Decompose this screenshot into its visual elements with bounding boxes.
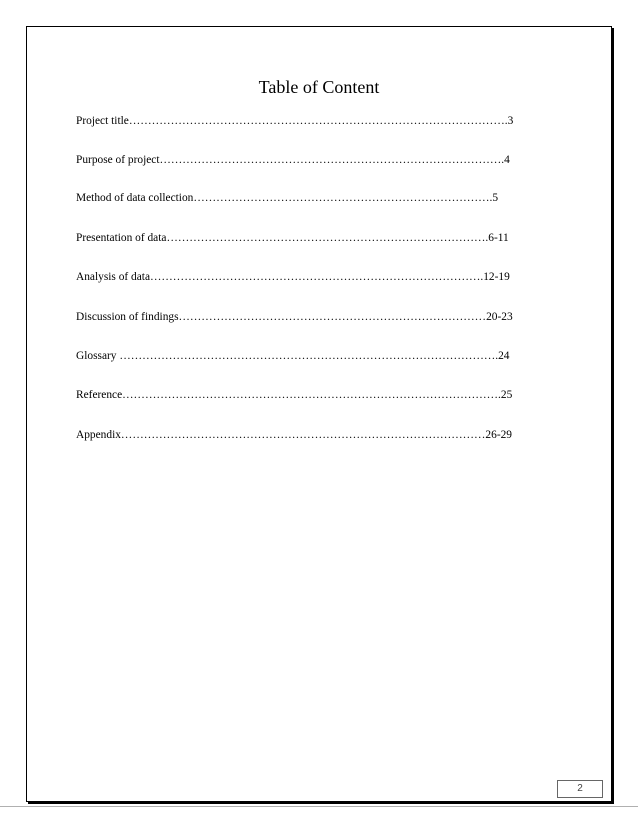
toc-entry-project-title: Project title……………………………………………………………………………………….3 [76, 115, 514, 127]
toc-entry-reference: Reference……………………………………………………………………………………….25 [76, 389, 513, 401]
page-number: 2 [557, 780, 603, 798]
toc-entry-purpose: Purpose of project……………………………………………………………………………….4 [76, 154, 510, 166]
toc-entry-method: Method of data collection…………………………………………………………………….5 [76, 192, 499, 204]
toc-entry-presentation: Presentation of data………………………………………………………………………….6-11 [76, 232, 509, 244]
toc-entry-analysis: Analysis of data…………………………………………………………………………….12-19 [76, 271, 510, 283]
toc-title: Table of Content [258, 77, 380, 97]
toc-entry-appendix: Appendix……………………………………………………………………………………26-29 [76, 429, 512, 441]
toc-entry-discussion: Discussion of findings………………………………………………………………………20-23 [76, 311, 513, 323]
toc-entry-glossary: Glossary ……………………………………………………………………………………….24 [76, 350, 510, 362]
page-border [26, 26, 612, 802]
footer-rule [0, 806, 638, 807]
